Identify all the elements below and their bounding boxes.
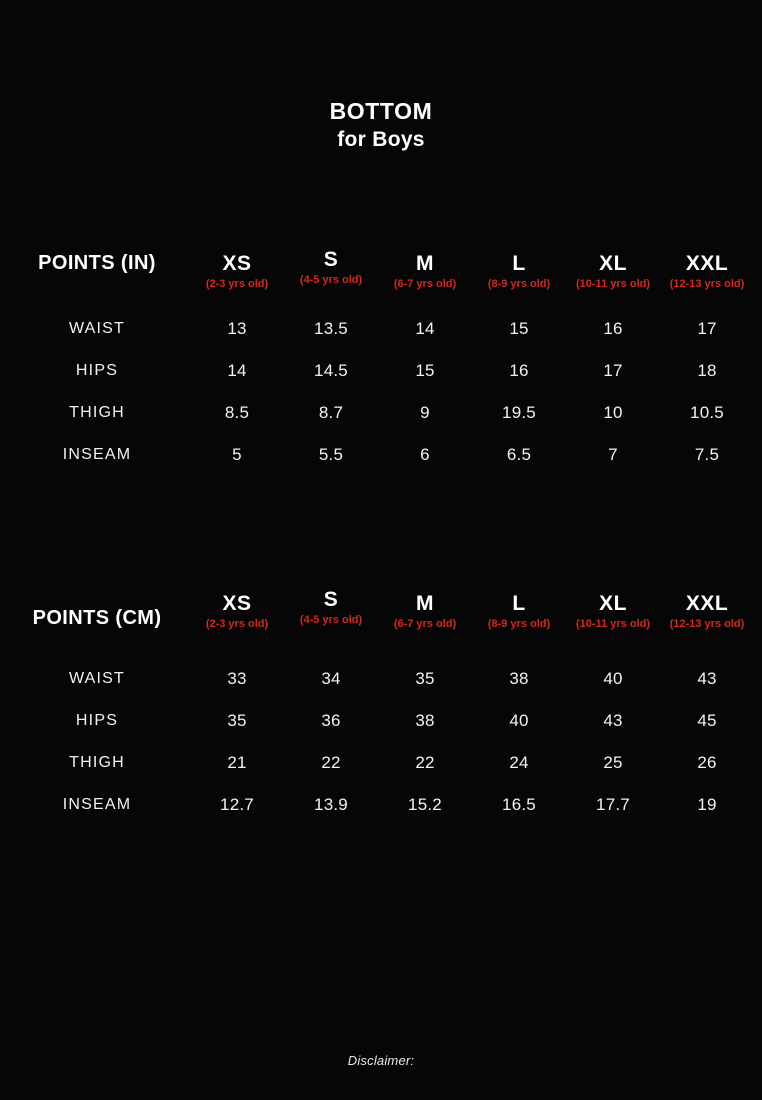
title-line2: for Boys	[337, 128, 425, 151]
cell-value: 26	[697, 753, 717, 772]
footer	[0, 1052, 762, 1070]
row-label: WAIST	[68, 670, 126, 687]
cell-value: 18	[697, 361, 717, 380]
cell-value: 13	[227, 319, 247, 338]
cell-value: 21	[227, 753, 247, 772]
size-column-header-s	[284, 574, 378, 654]
cell-value: 12.7	[220, 795, 254, 814]
size-letter: M	[416, 592, 434, 615]
cell-value: 40	[509, 711, 529, 730]
cell-value: 25	[603, 753, 623, 772]
table-row-hips	[4, 700, 758, 742]
cell-value: 17	[603, 361, 623, 380]
table-row-inseam	[4, 784, 758, 826]
cell-value: 5	[232, 445, 242, 464]
size-column-header-l	[472, 238, 566, 308]
cell-value: 33	[227, 669, 247, 688]
cell-value: 13.9	[314, 795, 348, 814]
size-letter: XXL	[685, 592, 729, 615]
cell-value: 36	[321, 711, 341, 730]
cell-value: 22	[321, 753, 341, 772]
cell-value: 24	[509, 753, 529, 772]
cell-value: 10.5	[690, 403, 724, 422]
row-label: INSEAM	[62, 796, 132, 813]
table-row-thigh	[4, 392, 758, 434]
size-age-label: (12-13 yrs old)	[669, 618, 745, 630]
cell-value: 14.5	[314, 361, 348, 380]
size-column-header-xs	[190, 238, 284, 308]
cell-value: 15.2	[408, 795, 442, 814]
row-label: INSEAM	[62, 446, 132, 463]
size-column-header-xs	[190, 578, 284, 658]
size-age-label: (12-13 yrs old)	[669, 278, 745, 290]
size-letter: XS	[222, 252, 252, 275]
points-label-inches: POINTS (IN)	[38, 252, 156, 274]
cell-value: 16	[603, 319, 623, 338]
size-column-header-xl	[566, 578, 660, 658]
disclaimer-label: Disclaimer:	[347, 1053, 415, 1068]
size-letter: XXL	[685, 252, 729, 275]
row-label: THIGH	[69, 754, 125, 771]
row-label: HIPS	[75, 712, 119, 729]
size-column-header-m	[378, 578, 472, 658]
cell-value: 7.5	[694, 445, 720, 464]
size-column-header-s	[284, 234, 378, 304]
cell-value: 6.5	[506, 445, 532, 464]
size-letter: XS	[222, 592, 252, 615]
size-column-header-xl	[566, 238, 660, 308]
cell-value: 35	[227, 711, 247, 730]
row-label: THIGH	[69, 404, 125, 421]
cell-value: 19	[697, 795, 717, 814]
cell-value: 10	[603, 403, 623, 422]
size-letter: XL	[599, 252, 627, 275]
cell-value: 9	[420, 403, 430, 422]
size-letter: L	[512, 592, 526, 615]
size-age-label: (2-3 yrs old)	[205, 618, 269, 630]
size-column-header-xxl	[660, 238, 754, 308]
size-age-label: (6-7 yrs old)	[393, 278, 457, 290]
cell-value: 14	[227, 361, 247, 380]
size-age-label: (8-9 yrs old)	[487, 618, 551, 630]
cell-value: 17.7	[596, 795, 630, 814]
cell-value: 45	[697, 711, 717, 730]
size-column-header-xxl	[660, 578, 754, 658]
cell-value: 15	[509, 319, 529, 338]
cell-value: 5.5	[318, 445, 344, 464]
cell-value: 35	[415, 669, 435, 688]
cell-value: 22	[415, 753, 435, 772]
size-letter: XL	[599, 592, 627, 615]
page-title	[0, 96, 762, 154]
table-header-row	[4, 578, 758, 658]
cell-value: 14	[415, 319, 435, 338]
row-label: WAIST	[68, 320, 126, 337]
cell-value: 16	[509, 361, 529, 380]
size-table-cm	[4, 578, 758, 826]
size-age-label: (8-9 yrs old)	[487, 278, 551, 290]
points-label-cm: POINTS (CM)	[32, 606, 162, 629]
cell-value: 16.5	[502, 795, 536, 814]
size-age-label: (2-3 yrs old)	[205, 278, 269, 290]
size-column-header-l	[472, 578, 566, 658]
size-table-inches	[4, 238, 758, 476]
cell-value: 19.5	[502, 403, 536, 422]
size-letter: S	[323, 248, 339, 271]
size-column-header-m	[378, 238, 472, 308]
size-age-label: (4-5 yrs old)	[299, 614, 363, 626]
size-letter: L	[512, 252, 526, 275]
cell-value: 15	[415, 361, 435, 380]
size-age-label: (4-5 yrs old)	[299, 274, 363, 286]
table-row-waist	[4, 308, 758, 350]
cell-value: 43	[697, 669, 717, 688]
cell-value: 13.5	[314, 319, 348, 338]
cell-value: 7	[608, 445, 618, 464]
cell-value: 43	[603, 711, 623, 730]
table-row-thigh	[4, 742, 758, 784]
cell-value: 17	[697, 319, 717, 338]
table-row-waist	[4, 658, 758, 700]
size-letter: M	[416, 252, 434, 275]
size-age-label: (10-11 yrs old)	[576, 278, 650, 290]
cell-value: 6	[420, 445, 430, 464]
size-age-label: (6-7 yrs old)	[393, 618, 457, 630]
row-label: HIPS	[75, 362, 119, 379]
cell-value: 8.5	[224, 403, 250, 422]
size-age-label: (10-11 yrs old)	[576, 618, 650, 630]
title-line1: BOTTOM	[329, 98, 433, 124]
size-letter: S	[323, 588, 339, 611]
table-row-inseam	[4, 434, 758, 476]
table-row-hips	[4, 350, 758, 392]
cell-value: 38	[509, 669, 529, 688]
table-header-row	[4, 238, 758, 308]
cell-value: 40	[603, 669, 623, 688]
cell-value: 38	[415, 711, 435, 730]
cell-value: 8.7	[318, 403, 344, 422]
cell-value: 34	[321, 669, 341, 688]
